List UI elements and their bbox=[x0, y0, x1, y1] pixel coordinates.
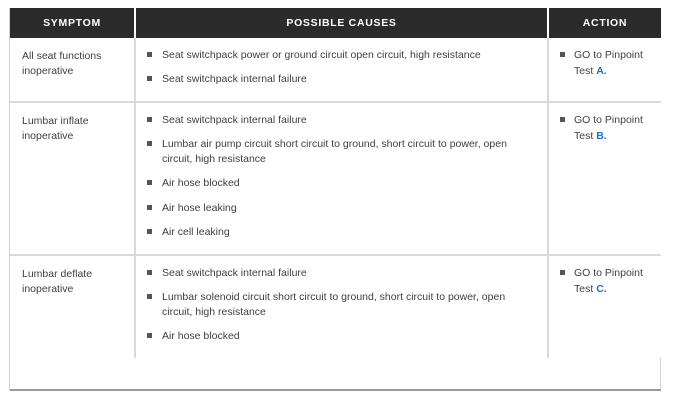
list-item bbox=[559, 48, 651, 80]
possible-causes-list bbox=[146, 48, 537, 87]
symptom-text: Lumbar inflate inoperative bbox=[22, 114, 89, 143]
cell-possible-causes bbox=[135, 38, 548, 102]
cell-possible-causes bbox=[135, 255, 548, 358]
column-header-symptom: SYMPTOM bbox=[10, 8, 135, 38]
table-header-row bbox=[10, 8, 661, 38]
column-header-action: ACTION bbox=[548, 8, 661, 38]
list-item: Seat switchpack internal failure bbox=[146, 266, 537, 280]
action-list bbox=[559, 266, 651, 298]
action-list bbox=[559, 48, 651, 80]
pinpoint-test-link[interactable]: C. bbox=[596, 282, 607, 295]
list-item: Lumbar solenoid circuit short circuit to ground, short circuit to power, open circuit, high resistance bbox=[146, 290, 537, 319]
page-frame-bottom-edge bbox=[10, 389, 661, 391]
table-body bbox=[10, 38, 661, 358]
list-item: Seat switchpack internal failure bbox=[146, 72, 537, 86]
cell-action bbox=[548, 38, 661, 102]
list-item: Air cell leaking bbox=[146, 225, 537, 239]
column-header-possible-causes: POSSIBLE CAUSES bbox=[135, 8, 548, 38]
possible-causes-list bbox=[146, 113, 537, 240]
list-item: Seat switchpack power or ground circuit open circuit, high resistance bbox=[146, 48, 537, 62]
action-list bbox=[559, 113, 651, 145]
action-text: GO to Pinpoint Test bbox=[574, 266, 643, 295]
possible-causes-list bbox=[146, 266, 537, 344]
cell-symptom bbox=[10, 255, 135, 358]
list-item: Lumbar air pump circuit short circuit to ground, short circuit to power, open circuit, high resistance bbox=[146, 137, 537, 166]
symptom-text: Lumbar deflate inoperative bbox=[22, 267, 93, 296]
cell-action bbox=[548, 102, 661, 255]
cell-possible-causes bbox=[135, 102, 548, 255]
pinpoint-test-link[interactable]: A. bbox=[596, 64, 607, 77]
symptom-chart-table bbox=[10, 8, 661, 358]
list-item: Seat switchpack internal failure bbox=[146, 113, 537, 127]
table-row bbox=[10, 255, 661, 358]
table-row bbox=[10, 102, 661, 255]
action-text: GO to Pinpoint Test bbox=[574, 113, 643, 142]
list-item: Air hose blocked bbox=[146, 329, 537, 343]
cell-symptom bbox=[10, 102, 135, 255]
pinpoint-test-link[interactable]: B. bbox=[596, 129, 607, 142]
list-item: Air hose leaking bbox=[146, 201, 537, 215]
list-item: Air hose blocked bbox=[146, 176, 537, 190]
cell-symptom bbox=[10, 38, 135, 102]
list-item bbox=[559, 266, 651, 298]
cell-action bbox=[548, 255, 661, 358]
table-row bbox=[10, 38, 661, 102]
table-header bbox=[10, 8, 661, 38]
symptom-text: All seat functions inoperative bbox=[22, 50, 102, 78]
list-item bbox=[559, 113, 651, 145]
action-text: GO to Pinpoint Test bbox=[574, 49, 643, 77]
